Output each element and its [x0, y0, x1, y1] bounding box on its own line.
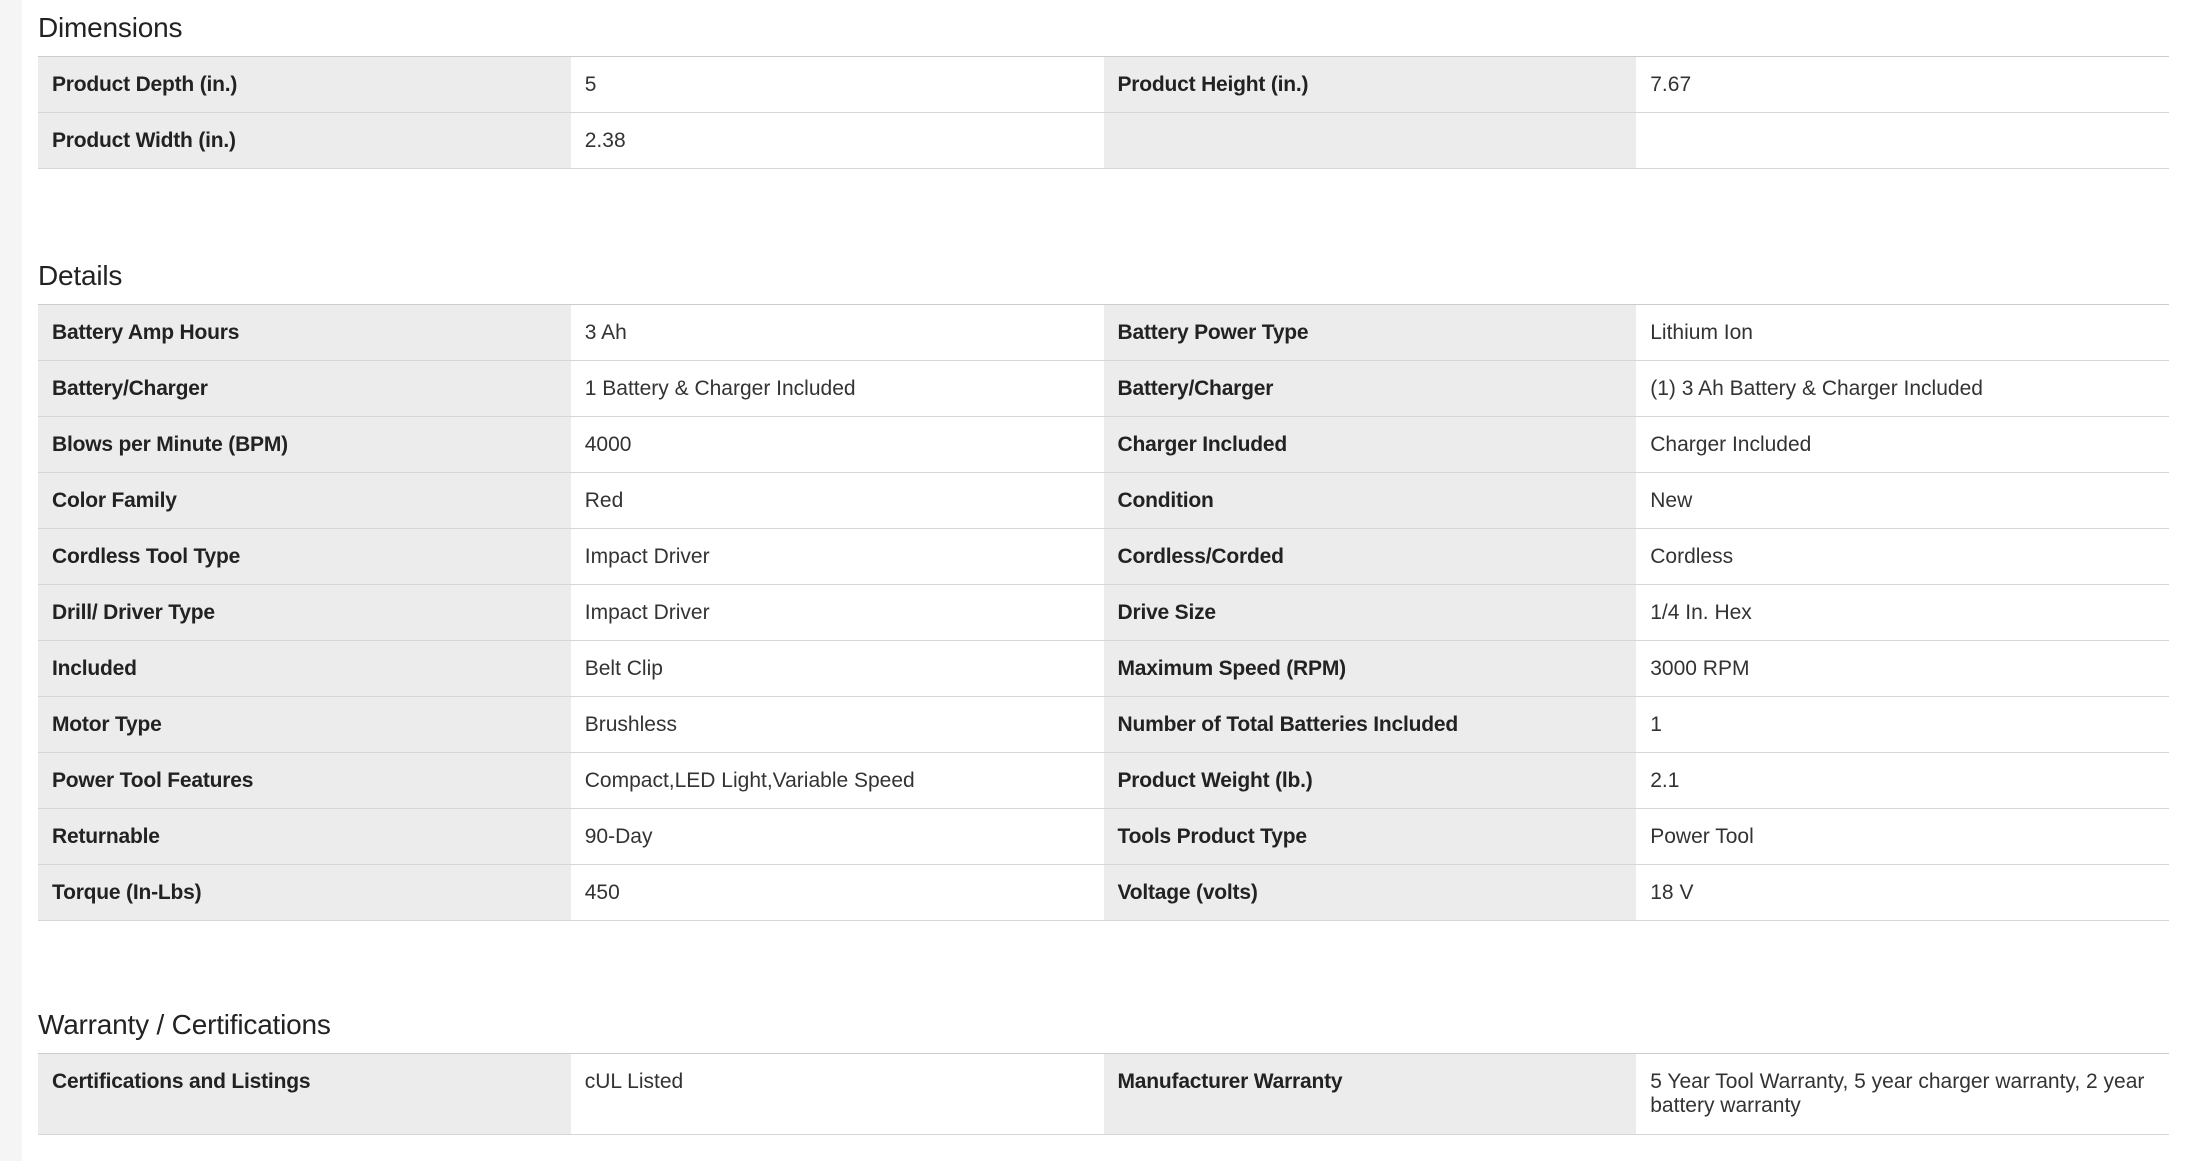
spec-value: 4000 [571, 417, 1104, 472]
warranty-section [38, 997, 2169, 1135]
spec-value: 5 Year Tool Warranty, 5 year charger warranty, 2 year battery warranty [1636, 1054, 2169, 1134]
spec-label: Blows per Minute (BPM) [38, 417, 571, 472]
spec-value: 18 V [1636, 865, 2169, 920]
spec-value: 7.67 [1636, 57, 2169, 112]
spec-value: Impact Driver [571, 585, 1104, 640]
spec-value: 2.1 [1636, 753, 2169, 808]
spec-value: 450 [571, 865, 1104, 920]
spec-label: Power Tool Features [38, 753, 571, 808]
spec-label: Product Weight (lb.) [1104, 753, 1637, 808]
spec-label: Condition [1104, 473, 1637, 528]
spec-value: cUL Listed [571, 1054, 1104, 1134]
table-row [38, 361, 2169, 417]
spec-label: Manufacturer Warranty [1104, 1054, 1637, 1134]
table-row [38, 473, 2169, 529]
spec-label: Product Width (in.) [38, 113, 571, 168]
table-row [38, 585, 2169, 641]
spec-label: Battery/Charger [1104, 361, 1637, 416]
spec-label: Cordless Tool Type [38, 529, 571, 584]
spec-label: Returnable [38, 809, 571, 864]
spec-label: Maximum Speed (RPM) [1104, 641, 1637, 696]
spec-label: Motor Type [38, 697, 571, 752]
section-title-details: Details [38, 260, 123, 291]
specifications-panel [22, 0, 2200, 1161]
spec-label: Certifications and Listings [38, 1054, 571, 1134]
table-row [38, 641, 2169, 697]
spec-label: Product Depth (in.) [38, 57, 571, 112]
spec-label: Battery Power Type [1104, 305, 1637, 360]
spec-label: Product Height (in.) [1104, 57, 1637, 112]
details-section [38, 248, 2169, 921]
spec-label: Drive Size [1104, 585, 1637, 640]
table-row [38, 809, 2169, 865]
table-row [38, 113, 2169, 169]
spec-value: Lithium Ion [1636, 305, 2169, 360]
section-title-warranty: Warranty / Certifications [38, 1009, 331, 1040]
details-table [38, 304, 2169, 921]
spec-label [1104, 113, 1637, 168]
spec-value: 1 [1636, 697, 2169, 752]
spec-label: Drill/ Driver Type [38, 585, 571, 640]
table-row [38, 529, 2169, 585]
table-row [38, 753, 2169, 809]
spec-value: 3 Ah [571, 305, 1104, 360]
spec-label: Tools Product Type [1104, 809, 1637, 864]
dimensions-section [38, 0, 2169, 169]
spec-value: 1 Battery & Charger Included [571, 361, 1104, 416]
section-title-dimensions: Dimensions [38, 12, 183, 43]
spec-value: Red [571, 473, 1104, 528]
spec-label: Charger Included [1104, 417, 1637, 472]
spec-label: Battery/Charger [38, 361, 571, 416]
spec-value: Brushless [571, 697, 1104, 752]
spec-value: Compact,LED Light,Variable Speed [571, 753, 1104, 808]
spec-value: 1/4 In. Hex [1636, 585, 2169, 640]
spec-label: Voltage (volts) [1104, 865, 1637, 920]
dimensions-table [38, 56, 2169, 169]
spec-label: Included [38, 641, 571, 696]
spec-value: 5 [571, 57, 1104, 112]
table-row [38, 57, 2169, 113]
table-row [38, 1054, 2169, 1135]
spec-value: Power Tool [1636, 809, 2169, 864]
spec-value: 3000 RPM [1636, 641, 2169, 696]
spec-label: Cordless/Corded [1104, 529, 1637, 584]
warranty-table [38, 1053, 2169, 1135]
table-row [38, 305, 2169, 361]
table-row [38, 865, 2169, 921]
spec-value: Cordless [1636, 529, 2169, 584]
spec-label: Color Family [38, 473, 571, 528]
spec-label: Number of Total Batteries Included [1104, 697, 1637, 752]
spec-value: Impact Driver [571, 529, 1104, 584]
spec-value [1636, 113, 2169, 168]
spec-label: Torque (In-Lbs) [38, 865, 571, 920]
table-row [38, 417, 2169, 473]
spec-value: Belt Clip [571, 641, 1104, 696]
spec-value: Charger Included [1636, 417, 2169, 472]
table-row [38, 697, 2169, 753]
spec-value: New [1636, 473, 2169, 528]
spec-value: 2.38 [571, 113, 1104, 168]
spec-value: (1) 3 Ah Battery & Charger Included [1636, 361, 2169, 416]
spec-value: 90-Day [571, 809, 1104, 864]
spec-label: Battery Amp Hours [38, 305, 571, 360]
